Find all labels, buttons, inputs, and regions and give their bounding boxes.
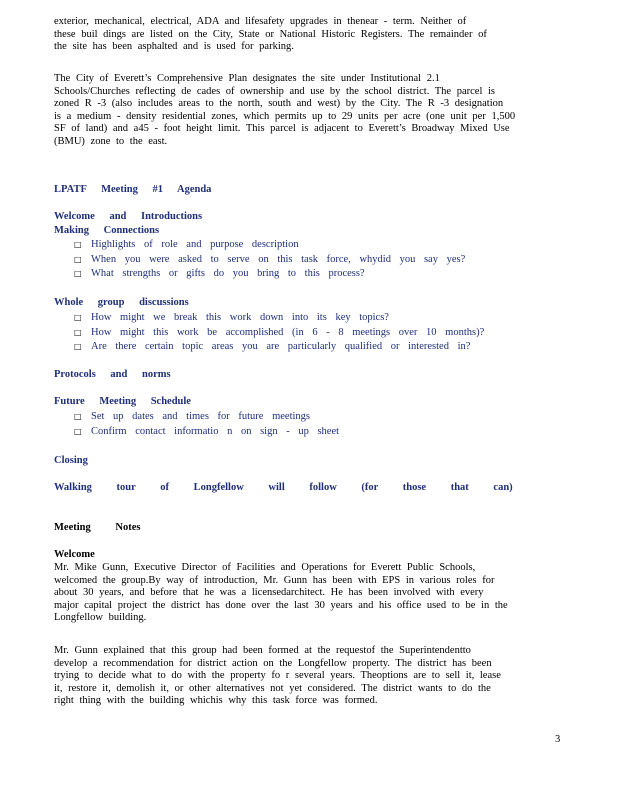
list-item: [54, 326, 554, 341]
list-item: [54, 238, 554, 253]
agenda-welcome-heading: Welcome and Introductions: [54, 211, 203, 222]
checkbox-bullet-icon: □: [74, 327, 82, 337]
whole-group-list: [54, 311, 554, 355]
list-item-text: Are there certain topic areas you are particularly qualified or interested in?: [91, 341, 471, 352]
checkbox-bullet-icon: □: [74, 240, 82, 249]
checkbox-bullet-icon: □: [74, 254, 82, 264]
list-item: [54, 253, 554, 268]
text-line: The City of Everett’s Comprehensive Plan designates the site under Institutional 2.1: [54, 73, 440, 84]
text-line: welcomed the group.By way of introduction, Mr. Gunn has been with EPS in various roles for: [54, 574, 495, 586]
text-line: develop a recommendation for district action on the Longfellow property. The district has been: [54, 657, 492, 669]
checkbox-bullet-icon: □: [74, 269, 82, 278]
agenda-protocols-heading: Protocols and norms: [54, 369, 171, 380]
text-line: these buil dings are listed on the City, State or National Historic Registers. The remainder of: [54, 28, 487, 40]
list-item: [54, 425, 554, 440]
text-line: (BMU) zone to the east.: [54, 135, 168, 147]
future-meeting-list: [54, 410, 554, 439]
text-line: it, restore it, demolish it, or other alternatives not yet considered. The district wants to do the: [54, 682, 491, 694]
text-line: trying to decide what to do with the property fo r several years. Theoptions are to sell it, lease: [54, 670, 501, 681]
list-item-text: When you were asked to serve on this task force, whydid you say yes?: [91, 253, 466, 265]
text-line: SF of land) and a45 - foot height limit. This parcel is adjacent to Everett’s Broadway Mixed Use: [54, 123, 510, 134]
agenda-making-connections-heading: Making Connections: [54, 225, 160, 236]
text-line: zoned R -3 (also includes areas to the north, south and west) by the City. The R -3 designation: [54, 98, 504, 109]
list-item-text: Confirm contact informatio n on sign - up sheet: [91, 425, 340, 437]
intro-paragraph-2: [54, 73, 554, 148]
text-line: Longfellow building.: [54, 612, 147, 623]
text-line: right thing with the building whichis why this task force was formed.: [54, 695, 378, 706]
text-line: exterior, mechanical, electrical, ADA and lifesafety upgrades in thenear - term. Neither of: [54, 16, 467, 27]
list-item-text: What strengths or gifts do you bring to this process?: [91, 268, 365, 279]
notes-paragraph-1: [54, 562, 554, 625]
checkbox-bullet-icon: □: [74, 412, 82, 421]
notes-welcome-heading: Welcome: [54, 549, 95, 560]
list-item-text: Set up dates and times for future meetings: [91, 411, 310, 422]
agenda-closing-heading: Closing: [54, 455, 88, 466]
list-item: [54, 340, 554, 355]
agenda-title: LPATF Meeting #1 Agenda: [54, 184, 212, 195]
text-line: Schools/Churches reflecting de cades of ownership and use by the school district. The parcel is: [54, 85, 495, 97]
text-line: is a medium - density residential zones, which permits up to 29 units per acre (one unit per 1,500: [54, 110, 516, 122]
list-item: [54, 267, 554, 282]
list-item-text: How might we break this work down into its key topics?: [91, 312, 389, 323]
making-connections-list: [54, 238, 554, 282]
intro-paragraph-1: [54, 16, 554, 54]
text-line: about 30 years, and before that he was a licensedarchitect. He has been involved with every: [54, 587, 484, 598]
checkbox-bullet-icon: □: [74, 342, 82, 351]
checkbox-bullet-icon: □: [74, 426, 82, 436]
list-item-text: How might this work be accomplished (in 6 - 8 meetings over 10 months)?: [91, 326, 485, 338]
checkbox-bullet-icon: □: [74, 313, 82, 322]
agenda-future-meeting-heading: Future Meeting Schedule: [54, 396, 191, 407]
list-item: [54, 311, 554, 326]
text-line: major capital project the district has done over the last 30 years and his office used to be in the: [54, 599, 508, 611]
list-item-text: Highlights of role and purpose description: [91, 239, 299, 250]
text-line: Mr. Gunn explained that this group had been formed at the requestof the Superintendentto: [54, 645, 471, 656]
text-line: the site has been asphalted and is used for parking.: [54, 41, 294, 52]
text-line: Mr. Mike Gunn, Executive Director of Facilities and Operations for Everett Public Schools,: [54, 562, 476, 573]
notes-paragraph-2: [54, 645, 554, 708]
list-item: [54, 410, 554, 425]
agenda-whole-group-heading: Whole group discussions: [54, 297, 189, 308]
meeting-notes-title: Meeting Notes: [54, 522, 141, 533]
agenda-walking-tour: Walking tour of Longfellow will follow (for those that can): [54, 482, 513, 493]
page-number: 3: [555, 734, 561, 745]
